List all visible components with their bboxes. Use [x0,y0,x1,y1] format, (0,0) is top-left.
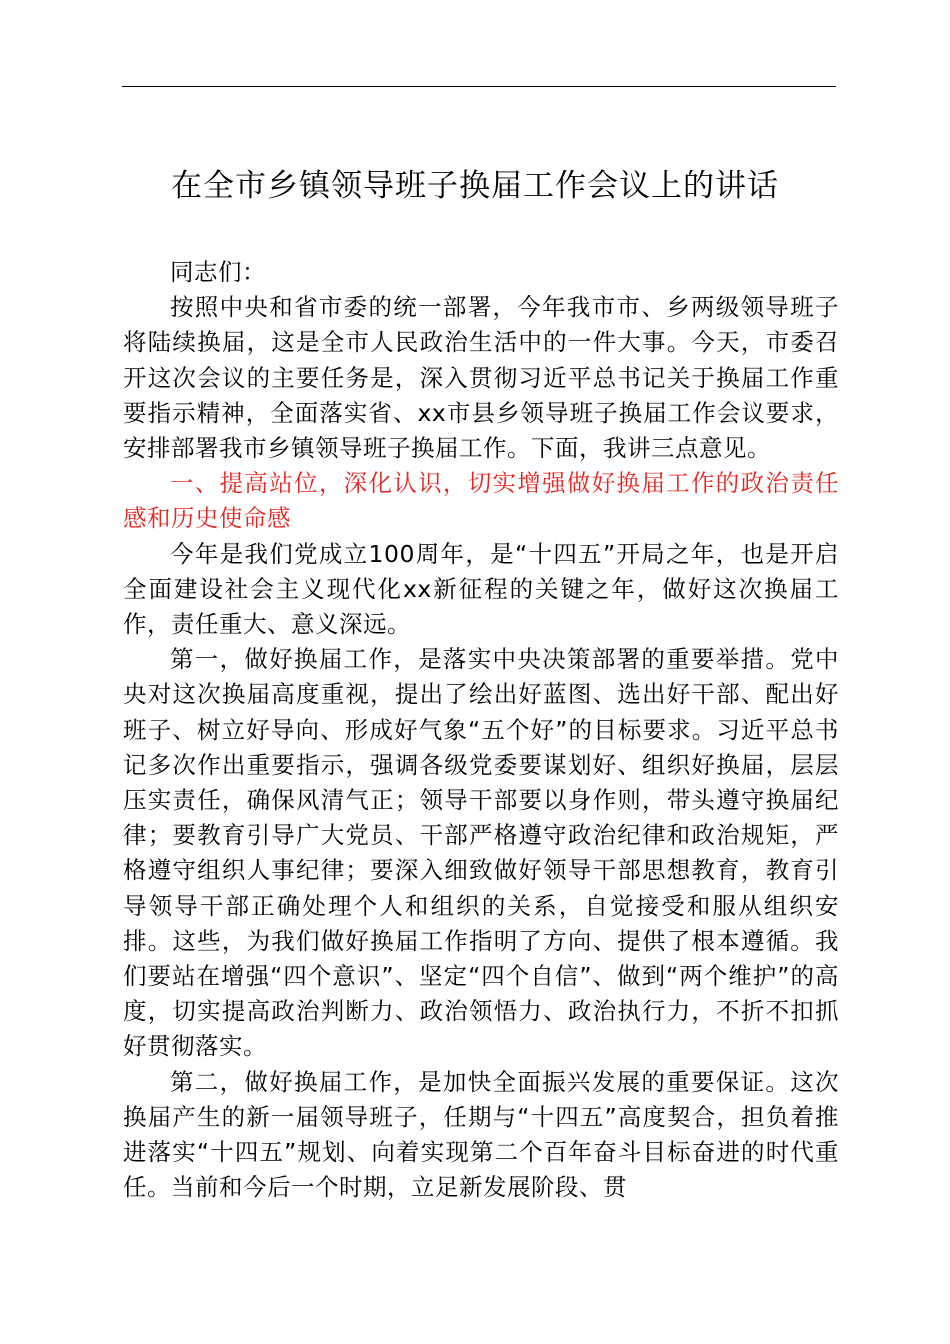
paragraph-first-point: 第一，做好换届工作，是落实中央决策部署的重要举措。党中央对这次换届高度重视，提出了绘出好蓝图、选出好干部、配出好班子、树立好导向、形成好气象“五个好”的目标要求。习近平总书记多次作出重要指示，强调各级党委要谋划好、组织好换届，层层压实责任，确保风清气正；领导干部要以身作则，带头遵守换届纪律；要教育引导广大党员、干部严格遵守政治纪律和政治规矩，严格遵守组织人事纪律；要深入细致做好领导干部思想教育，教育引导领导干部正确处理个人和组织的关系，自觉接受和服从组织安排。这些，为我们做好换届工作指明了方向、提供了根本遵循。我们要站在增强“四个意识”、坚定“四个自信”、做到“两个维护”的高度，切实提高政治判断力、政治领悟力、政治执行力，不折不扣抓好贯彻落实。 [123,645,839,1061]
paragraph-intro: 按照中央和省市委的统一部署，今年我市市、乡两级领导班子将陆续换届，这是全市人民政治生活中的一件大事。今天，市委召开这次会议的主要任务是，深入贯彻习近平总书记关于换届工作重要指示精神，全面落实省、xx市县乡领导班子换届工作会议要求，安排部署我市乡镇领导班子换届工作。下面，我讲三点意见。 [123,293,839,463]
document-title: 在全市乡镇领导班子换届工作会议上的讲话 [171,168,779,204]
section-heading-1: 一、提高站位，深化认识，切实增强做好换届工作的政治责任感和历史使命感 [123,469,839,533]
document-body [123,255,839,1205]
header-rule [122,86,836,87]
salutation: 同志们： [170,258,266,286]
paragraph-second-point: 第二，做好换届工作，是加快全面振兴发展的重要保证。这次换届产生的新一届领导班子，任期与“十四五”高度契合，担负着推进落实“十四五”规划、向着实现第二个百年奋斗目标奋进的时代重任。当前和今后一个时期，立足新发展阶段、贯 [123,1067,839,1202]
paragraph-context: 今年是我们党成立100周年，是“十四五”开局之年，也是开启全面建设社会主义现代化xx新征程的关键之年，做好这次换届工作，责任重大、意义深远。 [123,539,839,639]
